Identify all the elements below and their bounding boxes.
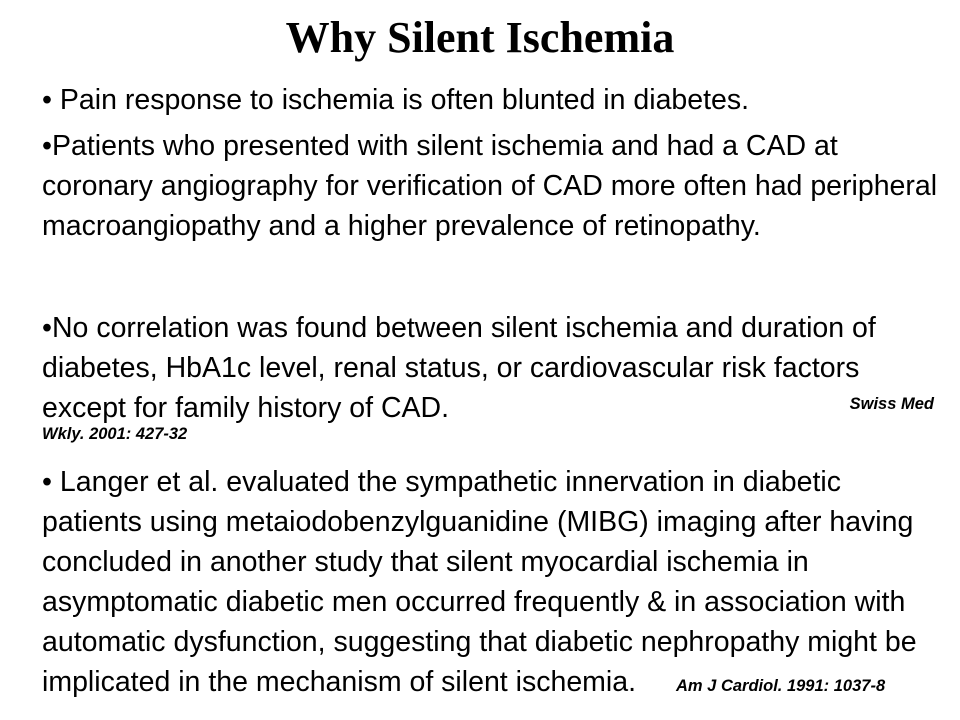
bullet-1-text: • Pain response to ischemia is often blunted in diabetes. [42, 84, 750, 116]
bullet-3-citation-part1: Swiss Med [849, 395, 934, 413]
bullet-2 [42, 126, 942, 246]
bullet-3 [42, 308, 942, 443]
slide-title: Why Silent Ischemia [285, 13, 675, 62]
bullet-4-text: • Langer et al. evaluated the sympathetic innervation in diabetic patients using metaiodobenzylguanidine (MIBG) imaging after having concluded in another study that silent myocardial ischemia in asymptomatic diabetic men occurred frequently & in association with automatic dysfunction, suggesting that diabetic nephropathy might be implicated in the mechanism of silent ischemia. [42, 466, 917, 698]
bullet-2-text: •Patients who presented with silent ischemia and had a CAD at coronary angiography for verification of CAD more often had peripheral macroangiopathy and a higher prevalence of retinopathy. [42, 130, 938, 242]
bullet-3-text: •No correlation was found between silent ischemia and duration of diabetes, HbA1c level, renal status, or cardiovascular risk factors except for family history of CAD. [42, 312, 876, 424]
bullet-3-citation-part2: Wkly. 2001: 427-32 [42, 425, 188, 443]
bullet-1 [42, 80, 942, 120]
bullet-4-citation: Am J Cardiol. 1991: 1037-8 [676, 677, 886, 695]
bullet-4 [42, 462, 942, 706]
